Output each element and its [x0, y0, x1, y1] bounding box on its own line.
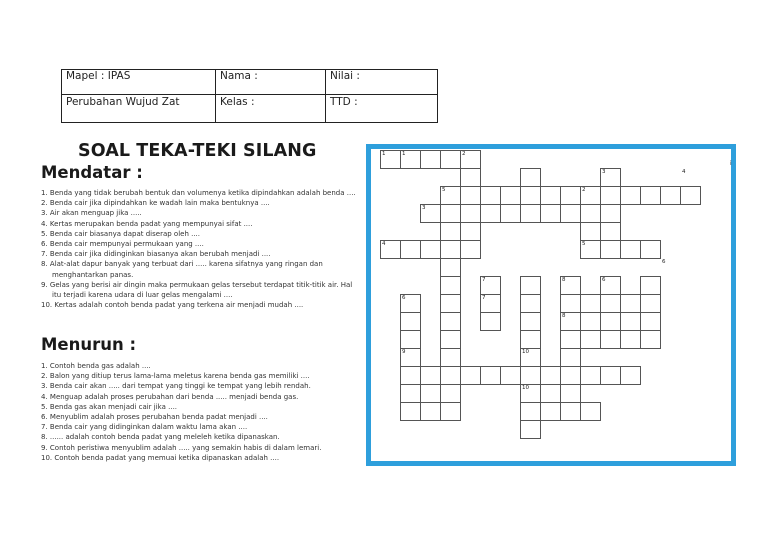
down-clue: 10. Contoh benda padat yang memuai ketika dipanaskan adalah .... — [41, 453, 280, 462]
crossword-cell[interactable] — [520, 420, 541, 439]
crossword-cell[interactable] — [560, 402, 581, 421]
name-field[interactable]: Nama : — [216, 70, 326, 95]
crossword-cell[interactable] — [440, 222, 461, 241]
crossword-cell[interactable] — [560, 294, 581, 313]
down-clue: 5. Benda gas akan menjadi cair jika .... — [41, 402, 178, 411]
crossword-cell[interactable] — [420, 240, 441, 259]
crossword-cell[interactable] — [400, 312, 421, 331]
crossword-cell[interactable] — [500, 366, 521, 385]
crossword-cell[interactable] — [440, 348, 461, 367]
across-clue: 3. Air akan menguap jika ..... — [41, 209, 142, 218]
crossword-cell[interactable] — [420, 366, 441, 385]
crossword-cell[interactable] — [620, 240, 641, 259]
identity-row — [62, 95, 438, 123]
crossword-cell[interactable] — [620, 330, 641, 349]
clue-number: 7 — [482, 295, 486, 301]
crossword-cell[interactable] — [600, 294, 621, 313]
crossword-cell[interactable] — [500, 186, 521, 205]
across-clue: 8. Alat-alat dapur banyak yang terbuat dari ..... karena sifatnya yang ringan dan menghantarkan panas. — [41, 260, 323, 279]
clue-number: 6 — [662, 259, 666, 265]
crossword-cell[interactable] — [420, 402, 441, 421]
crossword-cell[interactable] — [460, 366, 481, 385]
crossword-cell[interactable] — [560, 348, 581, 367]
clue-number: 7 — [482, 277, 486, 283]
across-clue-list — [41, 188, 361, 310]
crossword-cell[interactable] — [520, 276, 541, 295]
identity-row — [62, 70, 438, 95]
crossword-cell[interactable] — [580, 222, 601, 241]
across-clue: 9. Gelas yang berisi air dingin maka permukaan gelas tersebut terdapat titik-titik air. Hal itu terjadi karena udara di luar gelas mengalami .... — [41, 280, 353, 300]
crossword-cell[interactable] — [600, 240, 621, 259]
down-clue-list — [41, 361, 361, 463]
down-clue: 9. Contoh peristiwa menyublim adalah ..... yang semakin habis di dalam lemari. — [41, 443, 322, 452]
crossword-cell[interactable] — [520, 186, 541, 205]
crossword-cell[interactable] — [620, 186, 641, 205]
clue-number: 6 — [402, 295, 406, 301]
down-clue: 6. Menyublim adalah proses perubahan benda padat menjadi .... — [41, 413, 268, 422]
crossword-cell[interactable] — [440, 276, 461, 295]
crossword-cell[interactable] — [440, 294, 461, 313]
crossword-cell[interactable] — [640, 276, 661, 295]
clue-number: 9 — [402, 349, 406, 355]
crossword-cell[interactable] — [600, 186, 621, 205]
crossword-cell[interactable] — [540, 402, 561, 421]
crossword-cell[interactable] — [520, 204, 541, 223]
crossword-cell[interactable] — [460, 204, 481, 223]
crossword-cell[interactable] — [520, 330, 541, 349]
crossword-cell[interactable] — [600, 366, 621, 385]
across-clue: 4. Kertas merupakan benda padat yang mempunyai sifat .... — [41, 219, 253, 228]
crossword-cell[interactable] — [640, 240, 661, 259]
crossword-cell[interactable] — [520, 168, 541, 187]
crossword-cell[interactable] — [680, 186, 701, 205]
crossword-frame — [366, 144, 736, 466]
crossword-cell[interactable] — [400, 240, 421, 259]
clue-number: 6 — [602, 277, 606, 283]
clue-number: 2 — [462, 151, 466, 157]
clue-number: 5 — [582, 241, 586, 247]
crossword-cell[interactable] — [620, 294, 641, 313]
crossword-cell[interactable] — [500, 204, 521, 223]
down-clue: 3. Benda cair akan ..... dari tempat yang tinggi ke tempat yang lebih rendah. — [41, 382, 311, 391]
crossword-cell[interactable] — [660, 186, 681, 205]
down-clue: 8. ...... adalah contoh benda padat yang meleleh ketika dipanaskan. — [41, 433, 280, 442]
clue-number: 3 — [602, 169, 606, 175]
crossword-cell[interactable] — [400, 384, 421, 403]
crossword-cell[interactable] — [600, 222, 621, 241]
signature-field[interactable]: TTD : — [326, 95, 438, 123]
crossword-cell[interactable] — [400, 330, 421, 349]
crossword-cell[interactable] — [540, 186, 561, 205]
crossword-cell[interactable] — [560, 204, 581, 223]
across-heading: Mendatar : — [41, 163, 143, 182]
subject-cell: Mapel : IPAS — [62, 70, 216, 95]
crossword-cell[interactable] — [560, 366, 581, 385]
crossword-cell[interactable] — [440, 384, 461, 403]
crossword-cell[interactable] — [460, 168, 481, 187]
crossword-cell[interactable] — [440, 366, 461, 385]
crossword-cell[interactable] — [600, 204, 621, 223]
crossword-cell[interactable] — [640, 312, 661, 331]
down-clue: 1. Contoh benda gas adalah .... — [41, 362, 151, 370]
crossword-cell[interactable] — [540, 366, 561, 385]
across-clue: 7. Benda cair jika didinginkan biasanya akan berubah menjadi .... — [41, 250, 271, 259]
class-field[interactable]: Kelas : — [216, 95, 326, 123]
crossword-cell[interactable] — [580, 366, 601, 385]
clue-number: 10 — [522, 385, 529, 391]
across-clue: 2. Benda cair jika dipindahkan ke wadah lain maka bentuknya .... — [41, 199, 270, 208]
crossword-cell[interactable] — [420, 150, 441, 169]
crossword-cell[interactable] — [640, 330, 661, 349]
clue-number: 4 — [382, 241, 386, 247]
across-clue: 10. Kertas adalah contoh benda padat yang terkena air menjadi mudah .... — [41, 301, 304, 310]
crossword-cell[interactable] — [440, 402, 461, 421]
crossword-cell[interactable] — [460, 186, 481, 205]
clue-number: 1 — [402, 151, 406, 157]
clue-number: 8 — [562, 313, 566, 319]
across-clue: 6. Benda cair mempunyai permukaan yang .... — [41, 240, 204, 249]
topic-cell: Perubahan Wujud Zat — [62, 95, 216, 123]
crossword-cell[interactable] — [440, 258, 461, 277]
crossword-cell[interactable] — [560, 384, 581, 403]
crossword-cell[interactable] — [440, 240, 461, 259]
crossword-cell[interactable] — [440, 150, 461, 169]
identity-table — [61, 69, 438, 123]
corner-mark: i — [730, 160, 732, 167]
down-clue: 7. Benda cair yang didinginkan dalam waktu lama akan .... — [41, 423, 248, 432]
crossword-cell[interactable] — [480, 366, 501, 385]
crossword-cell[interactable] — [440, 330, 461, 349]
crossword-cell[interactable] — [520, 366, 541, 385]
crossword-cell[interactable] — [640, 294, 661, 313]
down-clue: 2. Balon yang ditiup terus lama-lama meletus karena benda gas memiliki .... — [41, 372, 310, 381]
clue-number: 3 — [422, 205, 426, 211]
crossword-cell[interactable] — [580, 330, 601, 349]
crossword-cell[interactable] — [460, 240, 481, 259]
clue-number: 4 — [682, 169, 686, 175]
down-heading: Menurun : — [41, 335, 137, 354]
crossword-cell[interactable] — [520, 312, 541, 331]
crossword-cell[interactable] — [600, 312, 621, 331]
crossword-grid — [371, 149, 731, 461]
crossword-cell[interactable] — [480, 186, 501, 205]
crossword-cell[interactable] — [580, 204, 601, 223]
down-clue: 4. Menguap adalah proses perubahan dari benda ..... menjadi benda gas. — [41, 392, 299, 401]
crossword-cell[interactable] — [580, 294, 601, 313]
crossword-cell[interactable] — [560, 186, 581, 205]
clue-number: 5 — [442, 187, 446, 193]
across-clue: 1. Benda yang tidak berubah bentuk dan volumenya ketika dipindahkan adalah benda .... — [41, 189, 356, 197]
worksheet-title: SOAL TEKA-TEKI SILANG — [78, 141, 317, 161]
clue-number: 2 — [582, 187, 586, 193]
clue-number: 8 — [562, 277, 566, 283]
crossword-cell[interactable] — [480, 312, 501, 331]
crossword-cell[interactable] — [440, 204, 461, 223]
crossword-cell[interactable] — [400, 402, 421, 421]
across-clue: 5. Benda cair biasanya dapat diserap oleh .... — [41, 229, 201, 238]
crossword-cell[interactable] — [460, 222, 481, 241]
crossword-cell[interactable] — [600, 330, 621, 349]
crossword-cell[interactable] — [560, 330, 581, 349]
clue-number: 10 — [522, 349, 529, 355]
score-field[interactable]: Nilai : — [326, 70, 438, 95]
crossword-cell[interactable] — [620, 366, 641, 385]
crossword-cell[interactable] — [520, 294, 541, 313]
clue-number: 1 — [382, 151, 386, 157]
crossword-cell[interactable] — [640, 186, 661, 205]
crossword-cell[interactable] — [580, 402, 601, 421]
crossword-cell[interactable] — [440, 312, 461, 331]
crossword-cell[interactable] — [540, 204, 561, 223]
crossword-cell[interactable] — [400, 366, 421, 385]
crossword-cell[interactable] — [520, 402, 541, 421]
crossword-cell[interactable] — [480, 204, 501, 223]
